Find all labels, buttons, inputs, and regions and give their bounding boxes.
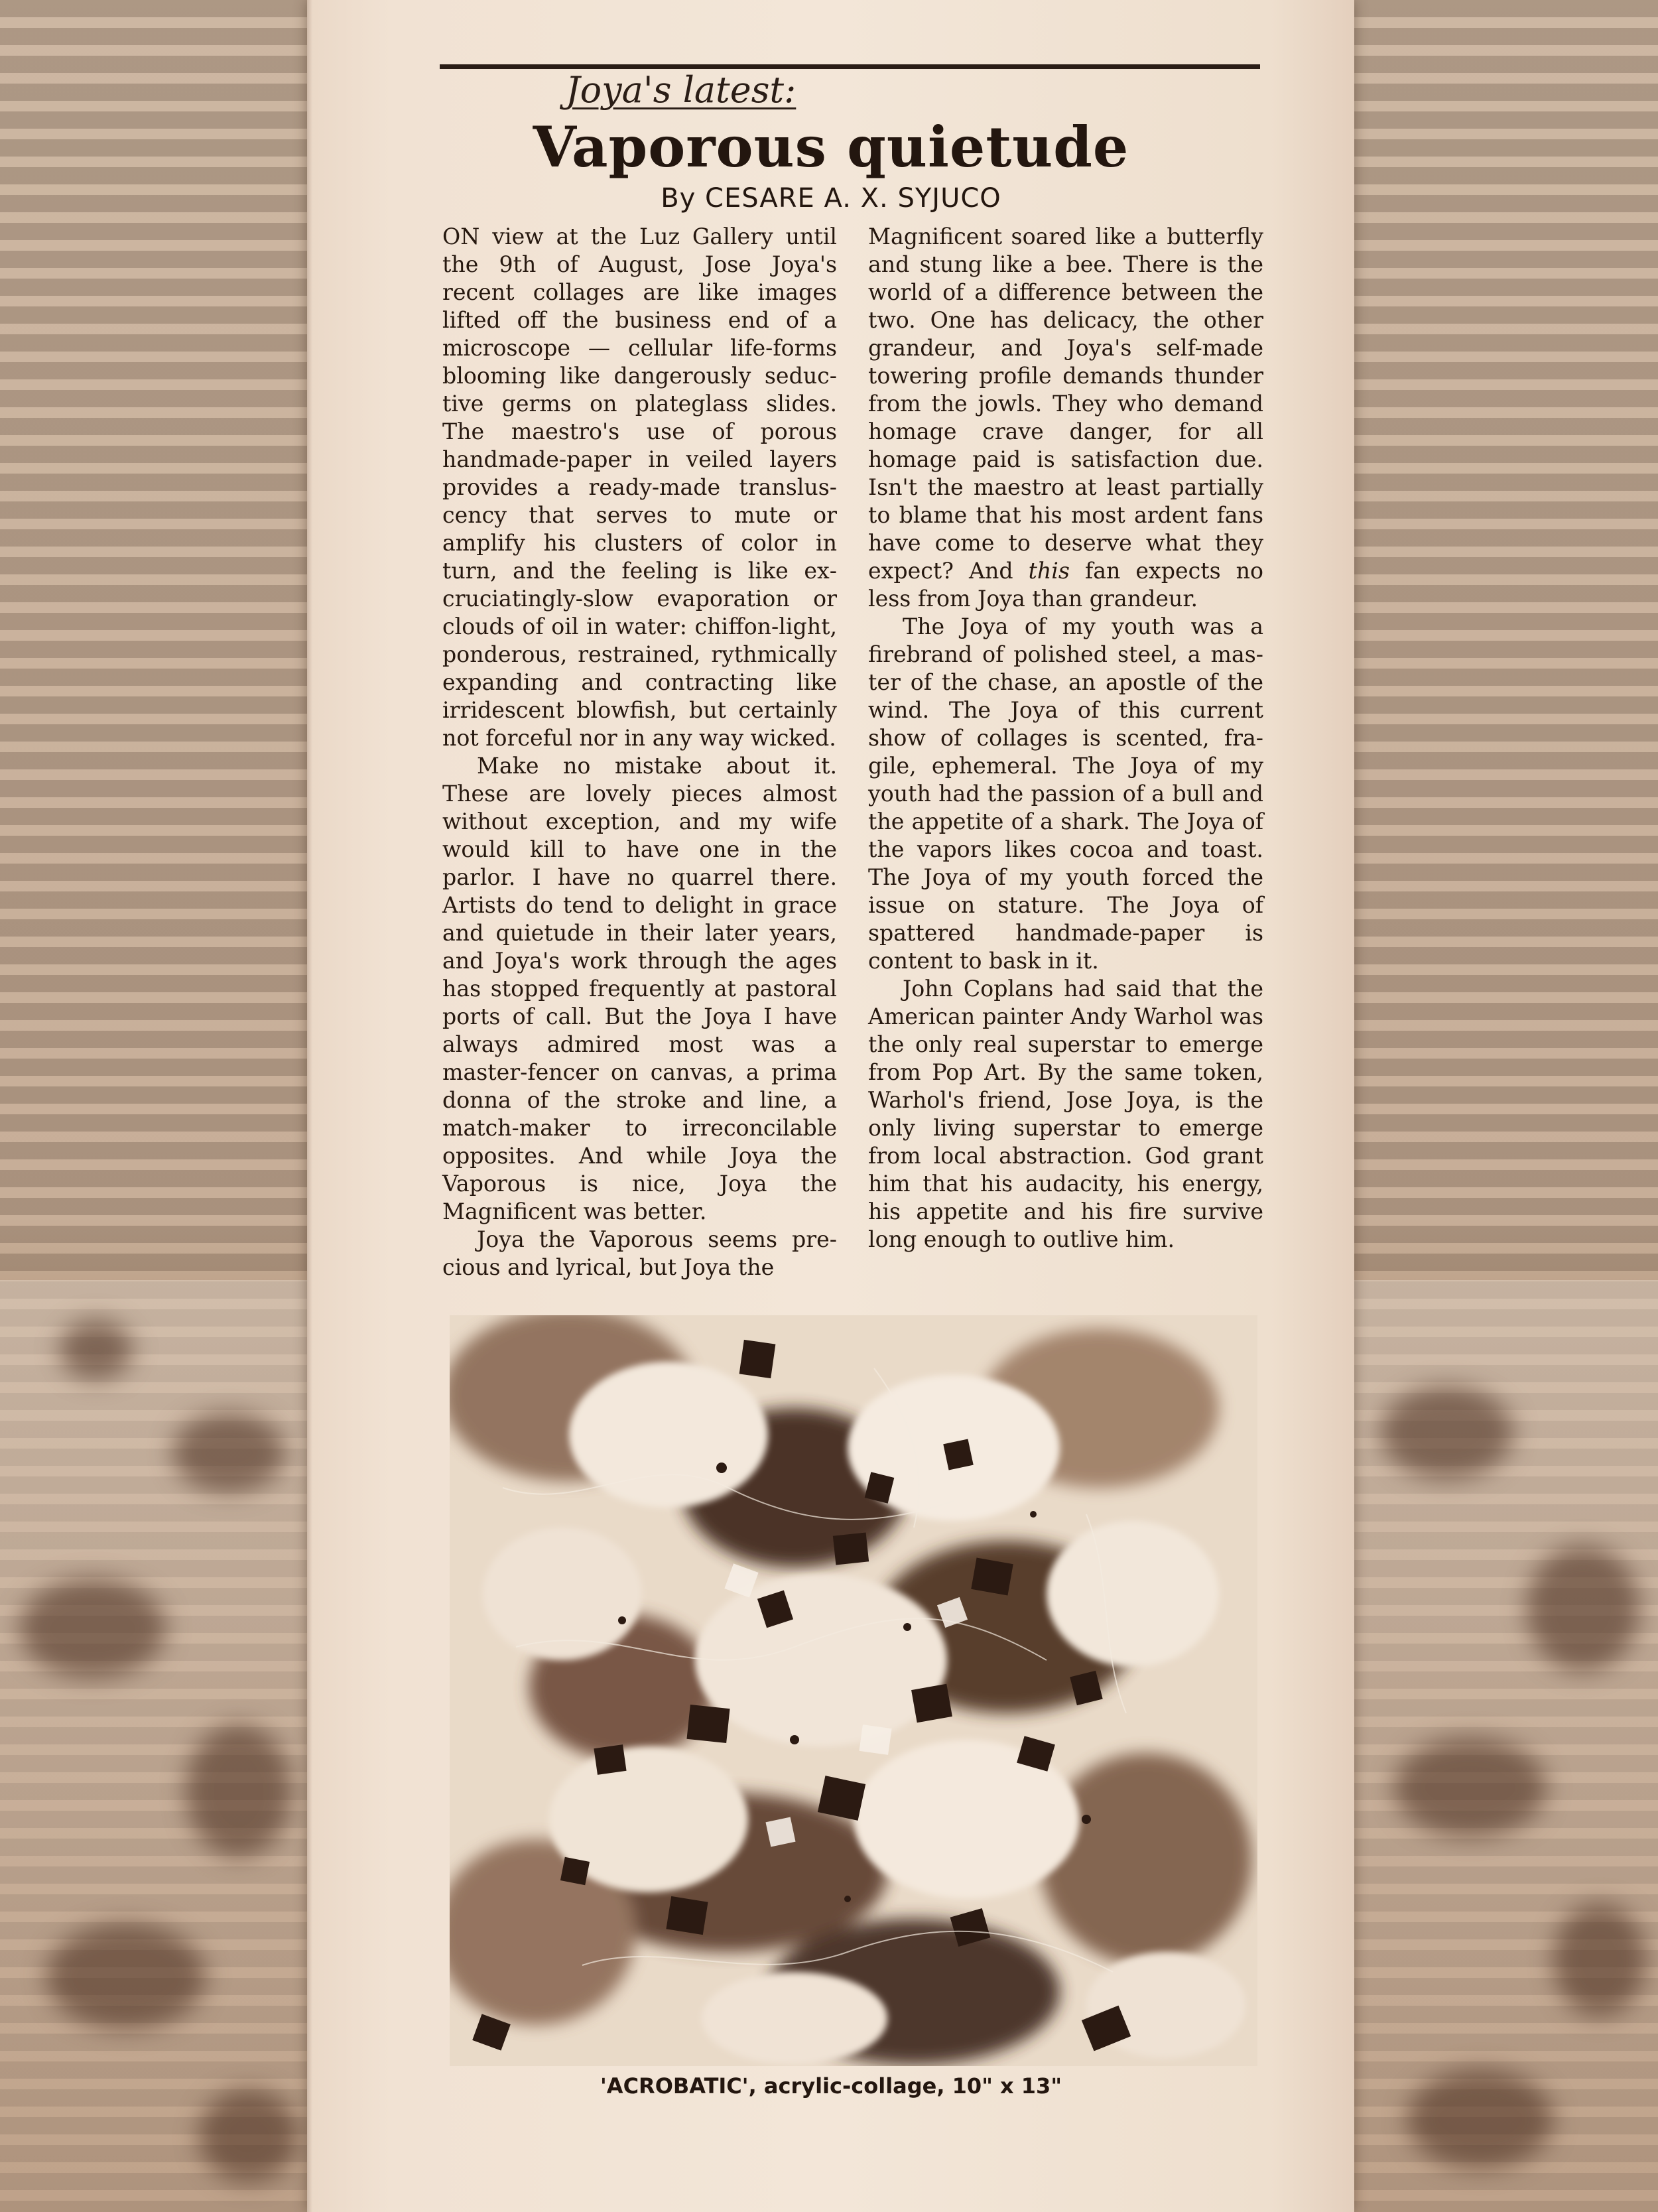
paragraph-text: Magnificent soared like a butterfly and stung like a bee. There is the world of a difference between the two. One has delicacy, the other grandeur, and Joya's self-made towering profile demands thunder from the jowls. They who demand homage crave danger, for all homage paid is satisfaction due. Isn't the maestro at least partially to blame that his most ardent fans have come to deserve what they expect? And bbox=[868, 224, 1263, 584]
image-caption: 'ACROBATIC', acrylic-collage, 10" x 13" bbox=[600, 2073, 1062, 2099]
paragraph: Joya the Vaporous seems precious and lyrical, but Joya the bbox=[442, 1226, 837, 1280]
paragraph bbox=[868, 223, 1263, 613]
article-column-right bbox=[868, 223, 1263, 1254]
newspaper-clipping bbox=[307, 0, 1354, 2212]
emphasis-text: this bbox=[1028, 558, 1070, 584]
paragraph: ON view at the Luz Gallery until the 9th of August, Jose Joya's recent collages are like images lifted off the business end of a microscope — cellular life-forms blooming like dangerously seductive germs on plateglass slides. The maestro's use of porous handmade-paper in veiled layers provides a ready-made transluscency that serves to mute or amplify his clusters of color in turn, and the feeling is like excruciatingly-slow evaporation or clouds of oil in water: chiffon-light, ponderous, restrained, rythmically expanding and contracting like irridescent blowfish, but certainly not forceful nor in any way wicked. bbox=[442, 224, 837, 751]
kicker: Joya's latest: bbox=[566, 69, 797, 111]
blurred-backdrop-left bbox=[0, 0, 307, 2212]
paragraph: The Joya of my youth was a firebrand of polished steel, a master of the chase, an apostle of the wind. The Joya of this current show of collages is scented, fragile, ephemeral. The Joya of my youth had the passion of a bull and the appetite of a shark. The Joya of the vapors likes cocoa and toast. The Joya of my youth forced the issue on stature. The Joya of spattered handmade-paper is content to bask in it. bbox=[868, 614, 1263, 974]
blurred-backdrop-right bbox=[1354, 0, 1658, 2212]
artwork-image bbox=[450, 1315, 1257, 2066]
paragraph: John Coplans had said that the American painter Andy Warhol was the only real superstar to emerge from Pop Art. By the same token, Warhol's friend, Jose Joya, is the only living superstar to emerge from local abstraction. God grant him that his audacity, his energy, his appetite and his fire survive long enough to outlive him. bbox=[868, 976, 1263, 1252]
paragraph-text: fan expects no less from Joya than grandeur. bbox=[868, 558, 1263, 612]
headline: Vaporous quietude bbox=[533, 114, 1129, 180]
collage-artwork bbox=[450, 1315, 1257, 2066]
header-rule bbox=[440, 64, 1260, 69]
article-column-left bbox=[442, 223, 837, 1281]
paragraph: Make no mistake about it. These are lovely pieces almost without exception, and my wife would kill to have one in the parlor. I have no quarrel there. Artists do tend to delight in grace and quietude in their later years, and Joya's work through the ages has stopped frequently at pastoral ports of call. But the Joya I have always admired most was a master-fencer on canvas, a prima donna of the stroke and line, a match-maker to irreconcilable opposites. And while Joya the Vaporous is nice, Joya the Magnificent was better. bbox=[442, 753, 837, 1224]
byline: By CESARE A. X. SYJUCO bbox=[661, 183, 1001, 214]
